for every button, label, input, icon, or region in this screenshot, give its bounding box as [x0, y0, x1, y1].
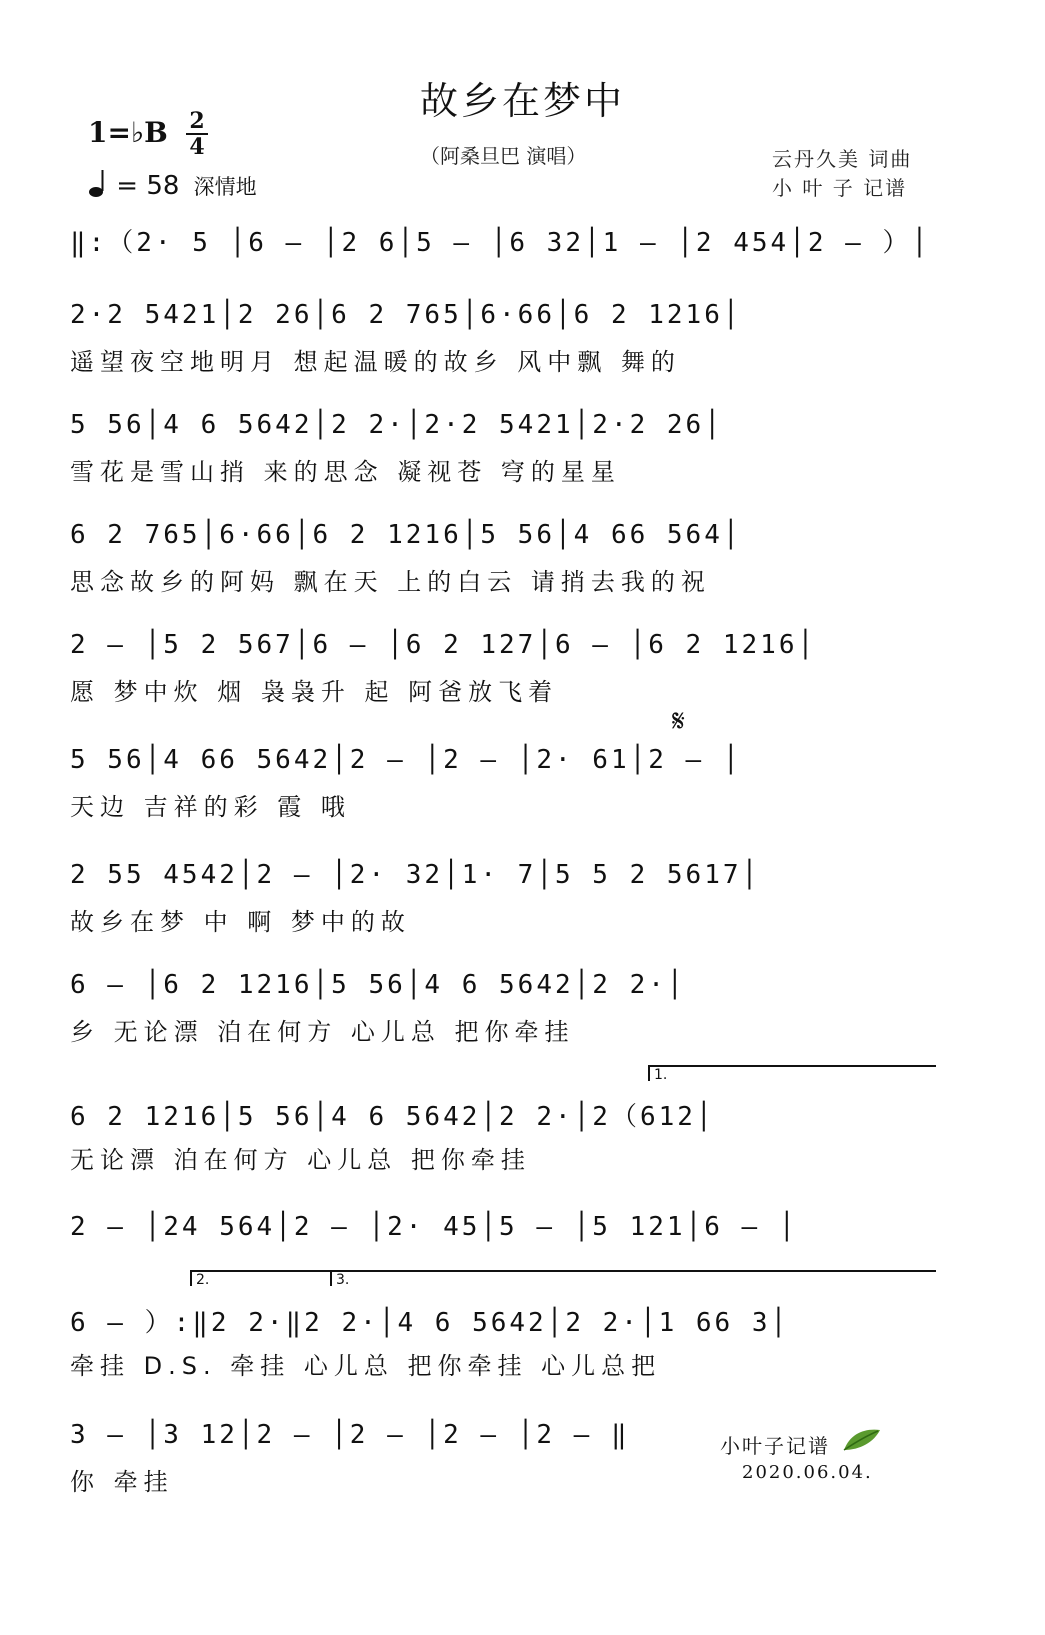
lyric-line-7: 故乡在梦 中 啊 梦中的故 — [70, 908, 411, 936]
score-line-8: 6 – │6 2 1216│5 56│4 6 5642│2 2·│ — [70, 970, 686, 1000]
watermark-text: 小叶子记谱 — [720, 1434, 830, 1458]
transcription-date: 2020.06.04. — [742, 1462, 873, 1483]
time-signature — [186, 110, 208, 158]
meter-top: 2 — [189, 108, 205, 134]
lyric-line-4: 思念故乡的阿妈 飘在天 上的白云 请捎去我的祝 — [70, 568, 711, 596]
lyric-line-12: 你 牵挂 — [70, 1468, 174, 1496]
key-signature: 1=♭B — [88, 116, 168, 149]
volta-2: 2. — [190, 1270, 332, 1286]
performer-note: （阿桑旦巴 演唱） — [420, 144, 587, 168]
tempo-marking — [88, 168, 257, 205]
lyric-line-11: 牵挂 D.S. 牵挂 心儿总 把你牵挂 心儿总把 — [70, 1352, 662, 1380]
tempo-value: = 58 — [116, 171, 180, 201]
score-line-4: 6 2 765│6·66│6 2 1216│5 56│4 66 564│ — [70, 520, 742, 550]
segno-sign: 𝄋 — [672, 704, 685, 739]
lyric-line-5: 愿 梦中炊 烟 袅袅升 起 阿爸放飞着 — [70, 678, 559, 706]
lyric-line-2: 遥望夜空地明月 想起温暖的故乡 风中飘 舞的 — [70, 348, 681, 376]
score-line-7: 2 55 4542│2 – │2· 32│1· 7│5 5 2 5617│ — [70, 860, 761, 890]
volta-3: 3. — [330, 1270, 936, 1286]
transcriber: 小 叶 子 记谱 — [772, 176, 908, 200]
expression-mark: 深情地 — [193, 175, 257, 199]
volta-1: 1. — [648, 1065, 936, 1081]
quarter-note-icon — [88, 168, 108, 205]
score-line-12: 3 – │3 12│2 – │2 – │2 – │2 – ‖ — [70, 1420, 630, 1450]
score-line-5: 2 – │5 2 567│6 – │6 2 127│6 – │6 2 1216│ — [70, 630, 817, 660]
lyric-line-3: 雪花是雪山捎 来的思念 凝视苍 穹的星星 — [70, 458, 621, 486]
lyric-line-9: 无论漂 泊在何方 心儿总 把你牵挂 — [70, 1146, 531, 1174]
page-title: 故乡在梦中 — [419, 79, 625, 123]
score-line-1: ‖:（2· 5 │6 – │2 6│5 – │6 32│1 – │2 454│2 – ）│ — [70, 228, 931, 258]
lyricist-composer: 云丹久美 词曲 — [772, 147, 913, 171]
score-line-11: 6 – ）:‖2 2·‖2 2·│4 6 5642│2 2·│1 66 3│ — [70, 1308, 790, 1338]
lyric-line-6: 天边 吉祥的彩 霞 哦 — [70, 793, 351, 821]
lyric-line-8: 乡 无论漂 泊在何方 心儿总 把你牵挂 — [70, 1018, 575, 1046]
meter-bottom: 4 — [189, 134, 205, 160]
score-line-9: 6 2 1216│5 56│4 6 5642│2 2·│2（612│ — [70, 1102, 715, 1132]
score-line-6: 5 56│4 66 5642│2 – │2 – │2· 61│2 – │ — [70, 745, 742, 775]
score-line-10: 2 – │24 564│2 – │2· 45│5 – │5 121│6 – │ — [70, 1212, 798, 1242]
score-line-2: 2·2 5421│2 26│6 2 765│6·66│6 2 1216│ — [70, 300, 742, 330]
score-line-3: 5 56│4 6 5642│2 2·│2·2 5421│2·2 26│ — [70, 410, 723, 440]
leaf-icon — [840, 1424, 884, 1458]
